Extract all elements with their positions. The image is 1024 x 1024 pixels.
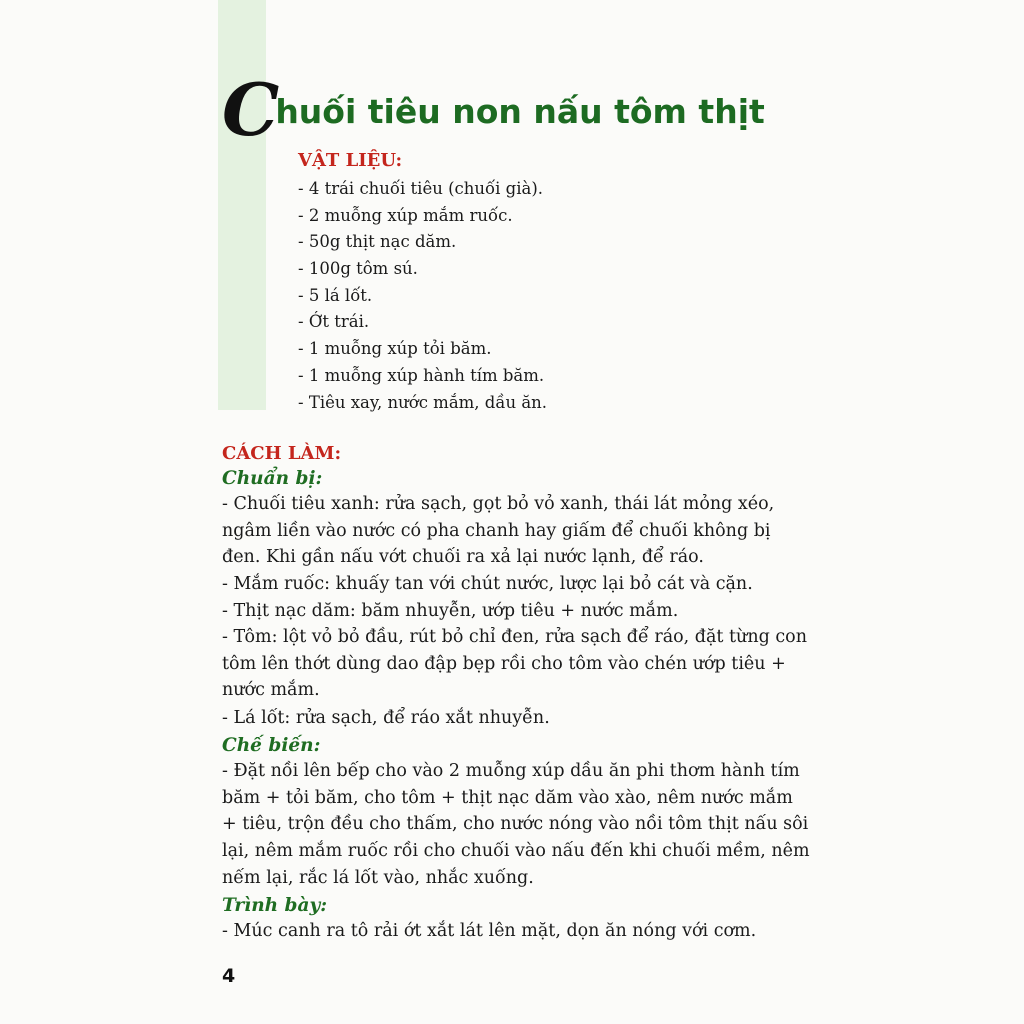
materials-item: - 2 muỗng xúp mắm ruốc. [298,205,513,225]
recipe-title [222,62,765,152]
materials-item: - 100g tôm sú. [298,259,418,279]
materials-item: - 1 muỗng xúp hành tím băm. [298,365,545,385]
materials-item: - Tiêu xay, nước mắm, dầu ăn. [298,392,548,412]
page-number: 4 [222,965,236,987]
materials-item: - 50g thịt nạc dăm. [298,232,457,252]
cook-step: - Đặt nồi lên bếp cho vào 2 muỗng xúp dầu ăn phi thơm hành tím băm + tỏi băm, cho tôm + thịt nạc dăm vào xào, nêm nước mắm + tiêu, trộn đều cho thấm, cho nước nóng vào nồi tôm thịt nấu sôi lại, nêm mắm ruốc rồi cho chuối vào nấu đến khi chuối mềm, nêm nếm lại, rắc lá lốt vào, nhắc xuống. [222,761,810,888]
prep-step: - Lá lốt: rửa sạch, để ráo xắt nhuyễn. [222,708,550,728]
method-heading: CÁCH LÀM: [222,443,342,464]
materials-item: - 4 trái chuối tiêu (chuối già). [298,179,544,198]
serve-step: - Múc canh ra tô rải ớt xắt lát lên mặt, dọn ăn nóng với cơm. [222,921,757,941]
cook-heading: Chế biến: [222,735,321,756]
title-text: huối tiêu non nấu tôm thịt [275,92,765,131]
prep-heading: Chuẩn bị: [222,468,323,489]
materials-item: - Ớt trái. [298,312,370,332]
serve-heading: Trình bày: [222,895,328,916]
materials-item: - 5 lá lốt. [298,285,373,305]
prep-step: - Tôm: lột vỏ bỏ đầu, rút bỏ chỉ đen, rửa sạch để ráo, đặt từng con tôm lên thớt dùng dao đập bẹp rồi cho tôm vào chén ướp tiêu + nước mắm. [222,627,807,701]
prep-step: - Mắm ruốc: khuấy tan với chút nước, lược lại bỏ cát và cặn. [222,574,753,594]
materials-item: - 1 muỗng xúp tỏi băm. [298,339,492,359]
title-drop-cap: C [222,67,280,152]
prep-step: - Chuối tiêu xanh: rửa sạch, gọt bỏ vỏ xanh, thái lát mỏng xéo, ngâm liền vào nước có pha chanh hay giấm để chuối không bị đen. Khi gần nấu vớt chuối ra xả lại nước lạnh, để ráo. [222,494,775,568]
materials-list [298,176,547,416]
prep-step: - Thịt nạc dăm: băm nhuyễn, ướp tiêu + nước mắm. [222,601,679,621]
materials-heading: VẬT LIỆU: [298,150,403,171]
